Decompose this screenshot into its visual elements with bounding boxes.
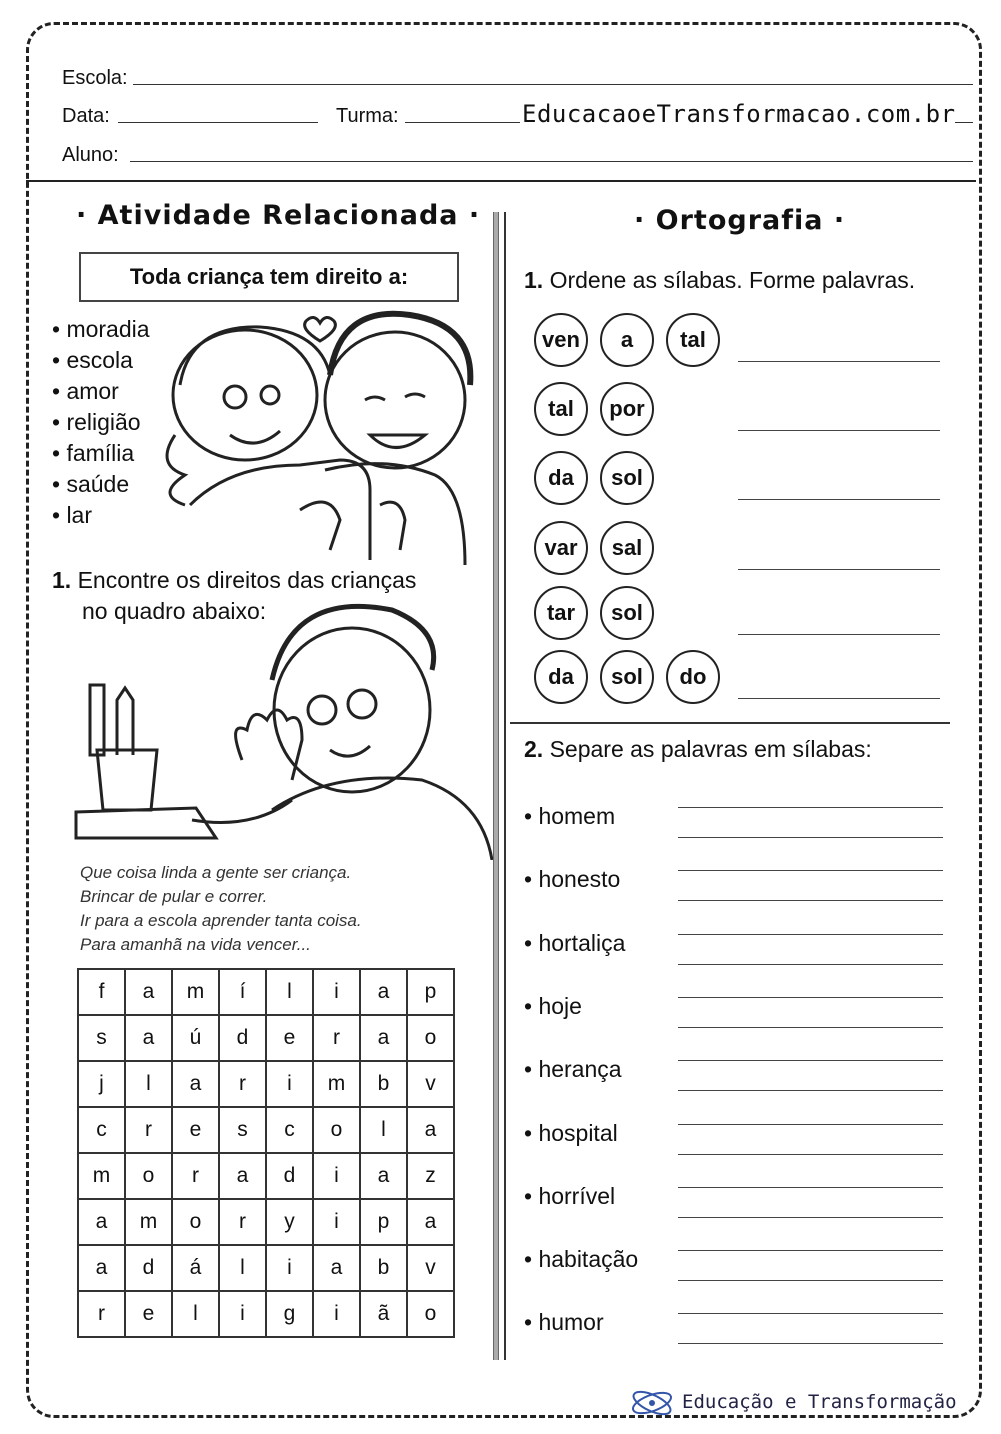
grid-cell[interactable]: o (313, 1107, 360, 1153)
right-item: • lar (52, 502, 93, 528)
word-item: • honesto (524, 866, 621, 893)
grid-cell[interactable]: a (313, 1245, 360, 1291)
grid-cell[interactable]: i (266, 1245, 313, 1291)
syllable-answer-line[interactable] (678, 1187, 943, 1188)
column-divider-line (504, 212, 506, 1360)
right-item: • moradia (52, 316, 150, 342)
grid-cell[interactable]: p (360, 1199, 407, 1245)
grid-cell[interactable]: l (266, 969, 313, 1015)
grid-cell[interactable]: o (125, 1153, 172, 1199)
grid-cell[interactable]: s (219, 1107, 266, 1153)
word-item: • hospital (524, 1119, 618, 1146)
answer-line[interactable] (738, 634, 940, 635)
grid-row (78, 1015, 454, 1061)
heart-icon (305, 317, 336, 341)
grid-cell[interactable]: r (219, 1199, 266, 1245)
grid-cell[interactable]: r (172, 1153, 219, 1199)
right-q2-text: Separe as palavras em sílabas: (549, 736, 872, 762)
syllable-answer-line[interactable] (678, 964, 943, 965)
word-item: • hortaliça (524, 929, 626, 956)
grid-row (78, 1291, 454, 1337)
grid-cell[interactable]: l (125, 1061, 172, 1107)
header-divider (26, 180, 976, 182)
grid-cell[interactable]: d (219, 1015, 266, 1061)
grid-cell[interactable]: d (266, 1153, 313, 1199)
grid-row (78, 1245, 454, 1291)
word-item: • humor (524, 1309, 604, 1336)
syllable-answer-line[interactable] (678, 1280, 943, 1281)
ortografia-title: · Ortografia · (634, 205, 846, 236)
poem-line: Para amanhã na vida vencer... (80, 935, 311, 954)
grid-cell[interactable]: a (78, 1245, 125, 1291)
grid-cell[interactable]: a (360, 1015, 407, 1061)
grid-cell[interactable]: j (78, 1061, 125, 1107)
right-item: • família (52, 440, 135, 466)
grid-row (78, 1153, 454, 1199)
grid-cell[interactable]: a (360, 969, 407, 1015)
syllable-circle: tal (666, 313, 720, 367)
website-text: EducacaoeTransformacao.com.br (522, 100, 956, 128)
syllable-circle: tar (534, 586, 588, 640)
column-divider-shaded (493, 212, 499, 1360)
boy-illustration (72, 600, 494, 860)
syllable-answer-line[interactable] (678, 934, 943, 935)
syllable-circle: a (600, 313, 654, 367)
grid-cell[interactable]: r (78, 1291, 125, 1337)
class-label: Turma: (336, 105, 399, 127)
left-q1-line2: no quadro abaixo: (82, 598, 267, 624)
grid-cell[interactable]: i (313, 1199, 360, 1245)
word-item: • homem (524, 803, 616, 829)
grid-cell[interactable]: y (266, 1199, 313, 1245)
syllable-circle: da (534, 451, 588, 505)
grid-cell[interactable]: á (172, 1245, 219, 1291)
grid-cell[interactable]: b (360, 1245, 407, 1291)
grid-cell[interactable]: c (266, 1107, 313, 1153)
activity-title: · Atividade Relacionada · (76, 200, 481, 231)
syllable-circle: sal (600, 521, 654, 575)
date-field[interactable] (118, 122, 318, 123)
grid-cell[interactable]: b (360, 1061, 407, 1107)
student-field[interactable] (130, 161, 973, 162)
school-field[interactable] (133, 84, 973, 85)
grid-cell[interactable]: e (172, 1107, 219, 1153)
grid-cell[interactable]: m (313, 1061, 360, 1107)
poem-line: Ir para a escola aprender tanta coisa. (80, 911, 362, 930)
syllable-answer-line[interactable] (678, 1343, 943, 1344)
right-item: • amor (52, 378, 119, 404)
grid-cell[interactable]: ã (360, 1291, 407, 1337)
grid-cell[interactable]: a (78, 1199, 125, 1245)
pencil-cup-icon (97, 750, 157, 810)
grid-cell[interactable]: i (266, 1061, 313, 1107)
footer-brand: Educação e Transformação (682, 1391, 957, 1413)
right-q1-text: Ordene as sílabas. Forme palavras. (549, 267, 916, 293)
word-item: • horrível (524, 1182, 616, 1209)
grid-cell[interactable]: m (78, 1153, 125, 1199)
syllable-circle: tal (534, 382, 588, 436)
grid-row (78, 1107, 454, 1153)
grid-cell[interactable]: a (407, 1199, 454, 1245)
word-search-grid (77, 968, 455, 1338)
grid-cell[interactable]: a (219, 1153, 266, 1199)
grid-cell[interactable]: i (313, 969, 360, 1015)
grid-cell[interactable]: v (407, 1061, 454, 1107)
poem-line: Que coisa linda a gente ser criança. (80, 863, 352, 882)
syllable-answer-line[interactable] (678, 997, 943, 998)
grid-cell[interactable]: r (125, 1107, 172, 1153)
syllable-answer-line[interactable] (678, 1060, 943, 1061)
grid-cell[interactable]: a (407, 1107, 454, 1153)
syllable-answer-line[interactable] (678, 1154, 943, 1155)
class-field-end (955, 122, 973, 123)
syllable-answer-line[interactable] (678, 807, 943, 808)
grid-cell[interactable]: z (407, 1153, 454, 1199)
word-item: • hoje (524, 992, 582, 1019)
right-item: • saúde (52, 471, 130, 497)
syllable-answer-line[interactable] (678, 1124, 943, 1125)
grid-row (78, 1199, 454, 1245)
syllable-answer-line[interactable] (678, 900, 943, 901)
left-q1 (52, 565, 416, 596)
grid-cell[interactable]: l (219, 1245, 266, 1291)
brand-logo-icon (628, 1387, 676, 1419)
section-separator (510, 722, 950, 724)
syllable-circle: por (600, 382, 654, 436)
syllable-answer-line[interactable] (678, 1027, 943, 1028)
date-label: Data: (62, 105, 110, 127)
rights-box: Toda criança tem direito a: (79, 252, 459, 302)
syllable-circle: do (666, 650, 720, 704)
pencil-icon (117, 688, 133, 755)
grid-cell[interactable]: m (125, 1199, 172, 1245)
grid-cell[interactable]: a (125, 1015, 172, 1061)
grid-cell[interactable]: a (172, 1061, 219, 1107)
grid-cell[interactable]: c (78, 1107, 125, 1153)
grid-cell[interactable]: g (266, 1291, 313, 1337)
syllable-answer-line[interactable] (678, 1090, 943, 1091)
answer-line[interactable] (738, 569, 940, 570)
syllable-answer-line[interactable] (678, 837, 943, 838)
grid-cell[interactable]: e (266, 1015, 313, 1061)
grid-cell[interactable]: o (407, 1015, 454, 1061)
grid-cell[interactable]: p (407, 969, 454, 1015)
syllable-circle: ven (534, 313, 588, 367)
class-field[interactable] (405, 122, 520, 123)
children-illustration (150, 305, 480, 565)
word-item: • habitação (524, 1246, 639, 1273)
grid-cell[interactable]: a (125, 969, 172, 1015)
grid-cell[interactable]: r (313, 1015, 360, 1061)
grid-cell[interactable]: r (219, 1061, 266, 1107)
syllable-circle: da (534, 650, 588, 704)
syllable-answer-line[interactable] (678, 870, 943, 871)
grid-row (78, 1061, 454, 1107)
answer-line[interactable] (738, 698, 940, 699)
grid-cell[interactable]: i (219, 1291, 266, 1337)
grid-cell[interactable]: i (313, 1153, 360, 1199)
right-item: • escola (52, 347, 133, 373)
grid-cell[interactable]: v (407, 1245, 454, 1291)
right-item: • religião (52, 409, 141, 435)
right-q2-number: 2. (524, 736, 544, 762)
student-label: Aluno: (62, 144, 119, 166)
left-q1-line1: Encontre os direitos das crianças (77, 567, 417, 593)
grid-cell[interactable]: d (125, 1245, 172, 1291)
grid-cell[interactable]: í (219, 969, 266, 1015)
grid-cell[interactable]: i (313, 1291, 360, 1337)
grid-cell[interactable]: ú (172, 1015, 219, 1061)
syllable-circle: sol (600, 586, 654, 640)
right-q2 (524, 734, 872, 765)
grid-cell[interactable]: o (407, 1291, 454, 1337)
grid-cell[interactable]: m (172, 969, 219, 1015)
grid-cell[interactable]: s (78, 1015, 125, 1061)
syllable-answer-line[interactable] (678, 1313, 943, 1314)
poem-line: Brincar de pular e correr. (80, 887, 268, 906)
grid-cell[interactable]: f (78, 969, 125, 1015)
answer-line[interactable] (738, 430, 940, 431)
syllable-circle: sol (600, 451, 654, 505)
grid-cell[interactable]: l (172, 1291, 219, 1337)
right-q1-number: 1. (524, 267, 544, 293)
right-q1 (524, 265, 915, 296)
syllable-circle: var (534, 521, 588, 575)
answer-line[interactable] (738, 499, 940, 500)
school-label: Escola: (62, 67, 128, 89)
word-item: • herança (524, 1056, 622, 1083)
grid-cell[interactable]: e (125, 1291, 172, 1337)
grid-row (78, 969, 454, 1015)
syllable-answer-line[interactable] (678, 1250, 943, 1251)
left-q1-number: 1. (52, 567, 72, 593)
syllable-answer-line[interactable] (678, 1217, 943, 1218)
grid-cell[interactable]: l (360, 1107, 407, 1153)
grid-cell[interactable]: o (172, 1199, 219, 1245)
grid-cell[interactable]: a (360, 1153, 407, 1199)
answer-line[interactable] (738, 361, 940, 362)
syllable-circle: sol (600, 650, 654, 704)
